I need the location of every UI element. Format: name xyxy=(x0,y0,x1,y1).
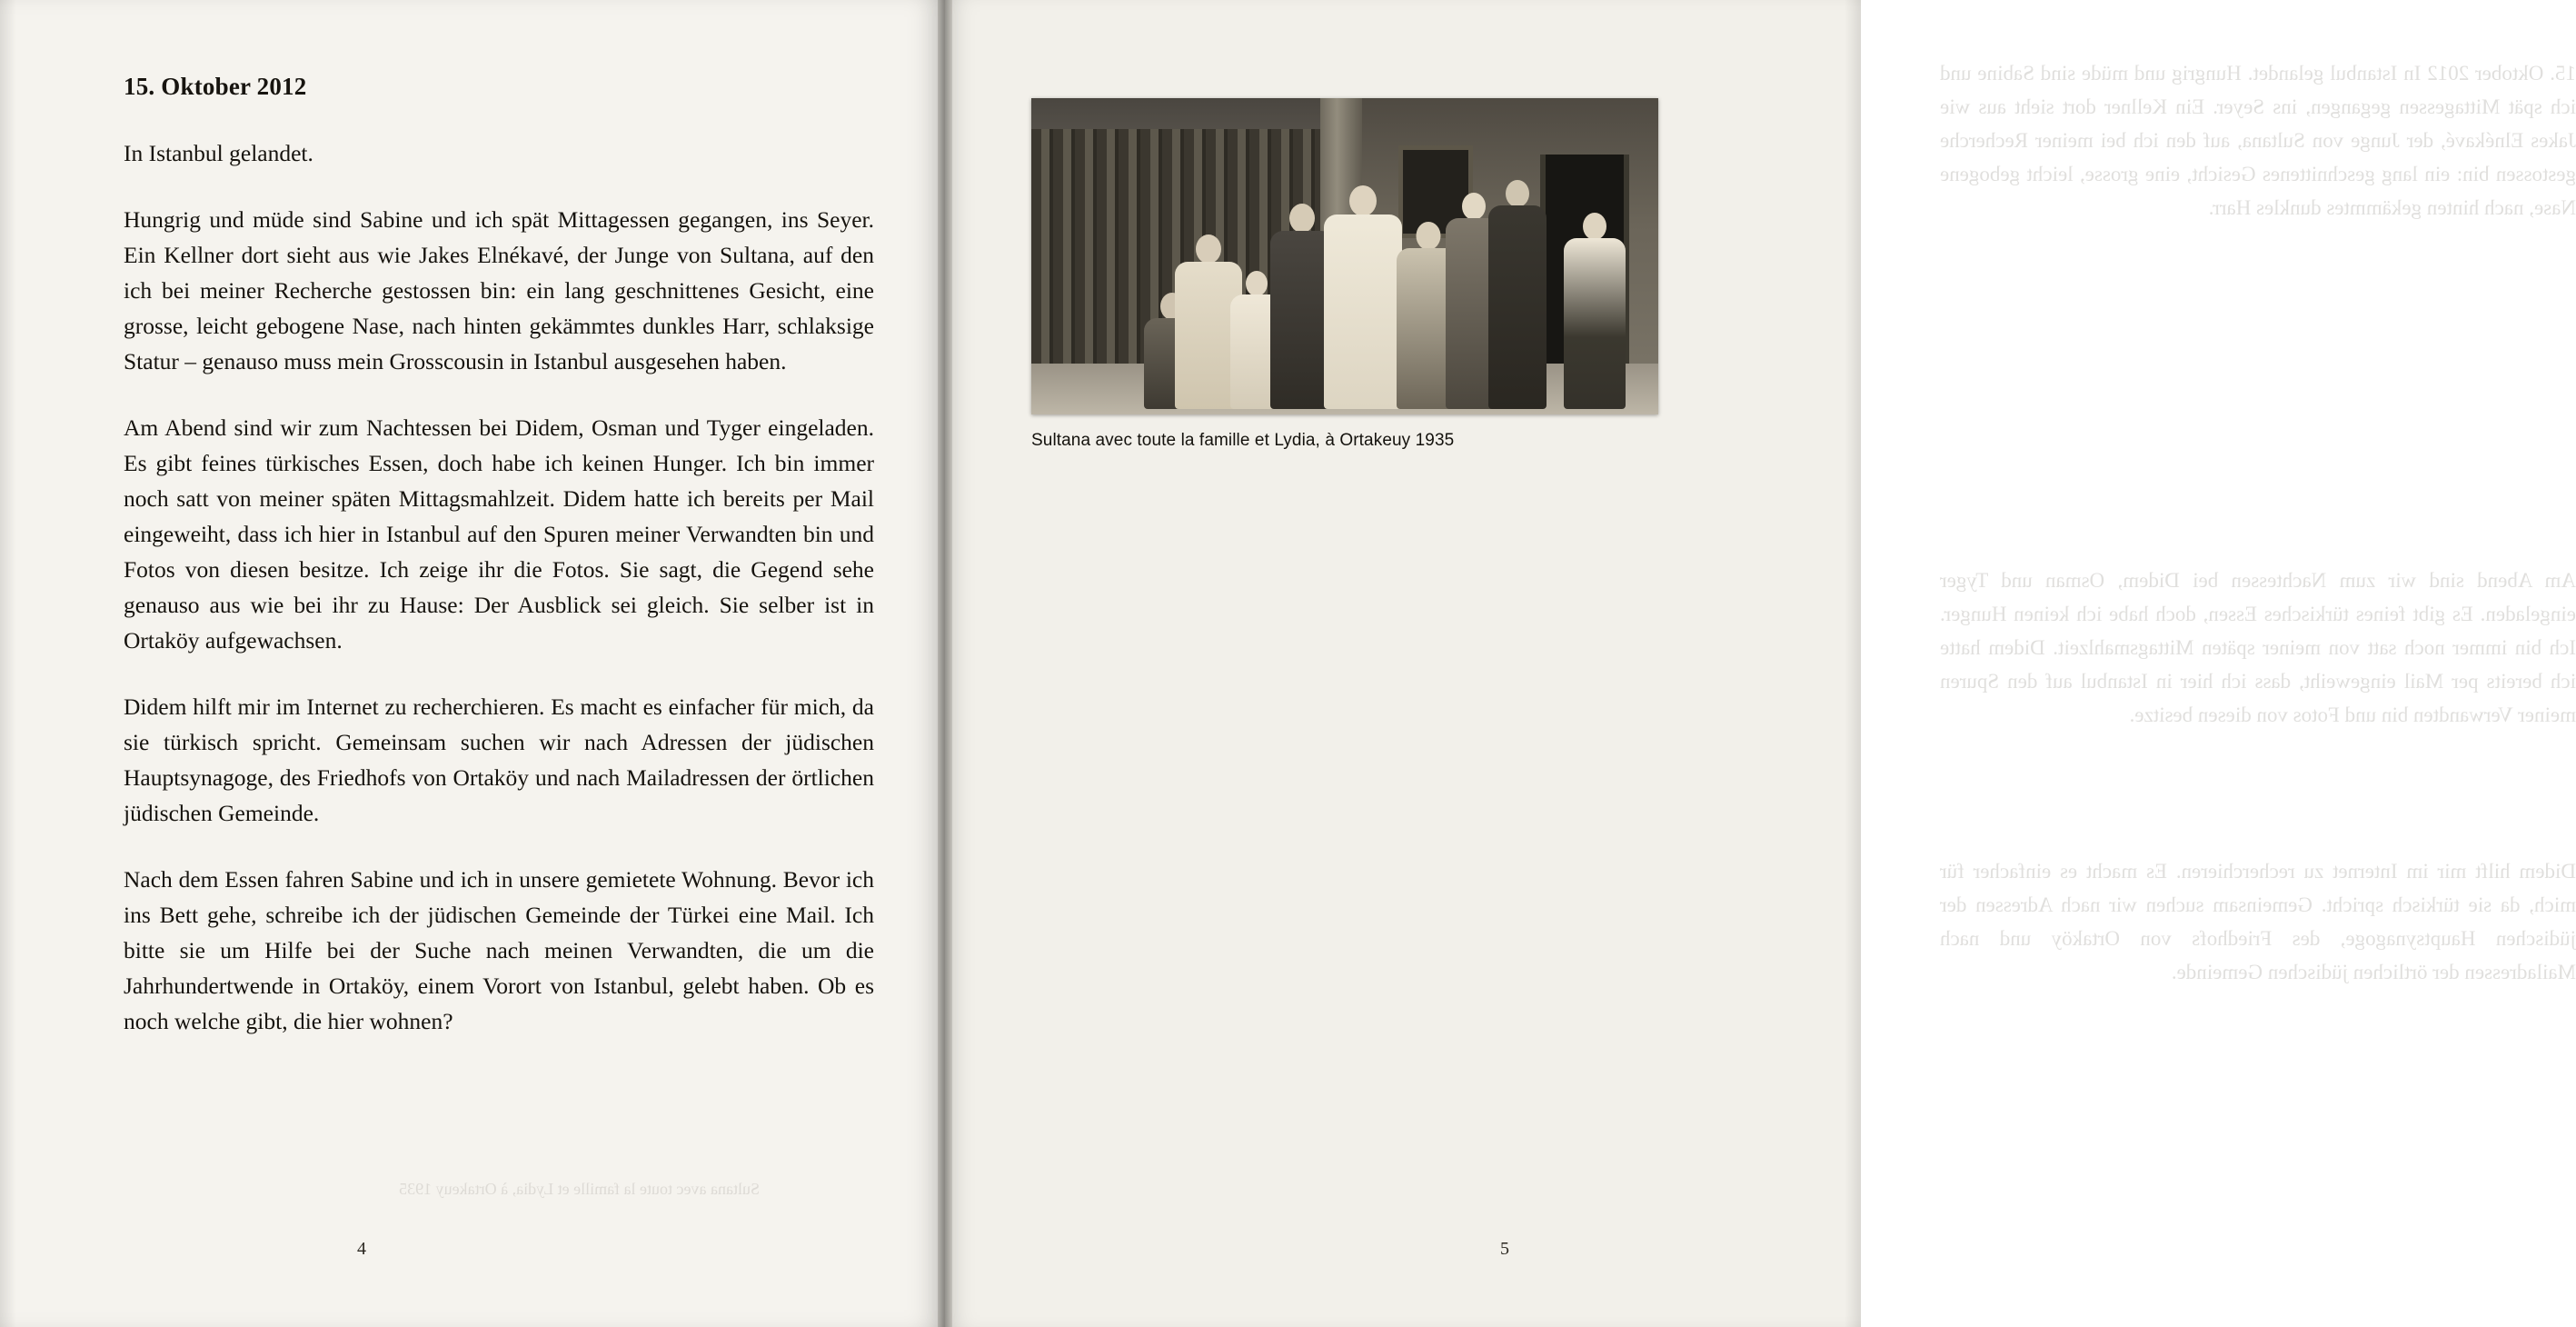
photo-person-body xyxy=(1324,215,1402,409)
left-page xyxy=(0,0,945,1327)
photo-person xyxy=(1560,213,1629,409)
photo-person-head xyxy=(1246,271,1268,296)
showthrough-text-middle: Am Abend sind wir zum Nachtessen bei Didem, Osman und Tyger eingeladen. Es gibt feines türkisches Essen, doch habe ich keinen Hunger. Ich bin immer noch satt von meiner späten Mittagsmahlzeit. Didem hatte ich bereits per Mail eingeweiht, dass ich hier in Istanbul auf den Spuren meiner Verwandten bin und Fotos von diesen besitze. xyxy=(1940,569,2576,726)
photo-person-head xyxy=(1417,222,1441,250)
book-gutter xyxy=(938,0,952,1327)
page-number-right xyxy=(945,1239,1861,1260)
photo-person-head xyxy=(1196,234,1221,264)
photo-person-head xyxy=(1462,193,1486,220)
left-page-text-column xyxy=(124,73,874,1039)
page-number-right-value: 5 xyxy=(1500,1239,1509,1259)
paragraph: In Istanbul gelandet. xyxy=(124,140,313,166)
paragraph: Nach dem Essen fahren Sabine und ich in unsere gemietete Wohnung. Bevor ich ins Bett gehe, schreibe ich der jüdischen Gemeinde der Türkei eine Mail. Ich bitte sie um Hilfe bei der Suche nach meinen Verwandten, die um die Jahrhundertwende in Ortaköy, einem Vorort von Istanbul, gelebt haben. Ob es noch welche gibt, die hier wohnen? xyxy=(124,866,874,1034)
page-title: 15. Oktober 2012 xyxy=(124,73,307,100)
photo-person xyxy=(1484,180,1551,409)
page-number-left-value: 4 xyxy=(357,1239,366,1259)
photo-person-head xyxy=(1506,180,1529,207)
showthrough-text-left: Sultana avec toute la famille et Lydia, à Ortakeuy 1935 xyxy=(399,1180,760,1198)
historic-family-photograph xyxy=(1031,98,1658,414)
showthrough-text-lower: Didem hilft mir im Internet zu recherchieren. Es macht es einfacher für mich, da sie türkisch spricht. Gemeinsam suchen wir nach Adressen der jüdischen Hauptsynagoge, des Friedhofs von Ortaköy und nach Mailadressen der örtlichen jüdischen Gemeinde. xyxy=(1940,860,2576,983)
left-page-edge-shadow xyxy=(0,0,16,1327)
photo-person-head xyxy=(1349,185,1377,216)
right-page-edge-shadow xyxy=(1845,0,1861,1327)
paragraph: Am Abend sind wir zum Nachtessen bei Didem, Osman und Tyger eingeladen. Es gibt feines türkisches Essen, doch habe ich keinen Hunger. Ich bin immer noch satt von meiner späten Mittagsmahlzeit. Didem hatte ich bereits per Mail eingeweiht, dass ich hier in Istanbul auf den Spuren meiner Verwandten bin und Fotos von diesen besitze. Ich zeige ihr die Fotos. Sie sagt, die Gegend sehe genauso aus wie bei ihr zu Hause: Der Ausblick sei gleich. Sie selber ist in Ortaköy aufgewachsen. xyxy=(124,414,874,654)
paragraph: Didem hilft mir im Internet zu recherchieren. Es macht es einfacher für mich, da sie türkisch spricht. Gemeinsam suchen wir nach Adressen der jüdischen Hauptsynagoge, des Friedhofs von Ortaköy und nach Mailadressen der örtlichen jüdischen Gemeinde. xyxy=(124,693,874,826)
photo-block xyxy=(1031,98,1658,453)
photo-caption: Sultana avec toute la famille et Lydia, à Ortakeuy 1935 xyxy=(1031,431,1455,450)
page-number-left xyxy=(0,1239,945,1260)
photo-person-body xyxy=(1488,205,1547,409)
right-page xyxy=(945,0,2576,1327)
photo-person-head xyxy=(1583,213,1606,240)
photo-person-body xyxy=(1564,238,1626,409)
showthrough-text-top: 15. Oktober 2012 In Istanbul gelandet. Hungrig und müde sind Sabine und ich spät Mittagessen gegangen, ins Seyer. Ein Kellner dort sieht aus wie Jakes Elnékavé, der Junge von Sultana, auf den ich bei meiner Recherche gestossen bin: ein lang geschnittenes Gesicht, eine grosse, leicht gebogene Nase, nach hinten gekämmtes dunkles Harr. xyxy=(1940,62,2576,219)
photo-person-head xyxy=(1289,204,1315,233)
paragraph: Hungrig und müde sind Sabine und ich spät Mittagessen gegangen, ins Seyer. Ein Kellner dort sieht aus wie Jakes Elnékavé, der Junge von Sultana, auf den ich bei meiner Recherche gestossen bin: ein lang geschnittenes Gesicht, eine grosse, leicht gebogene Nase, nach hinten gekämmtes dunkles Harr, schlaksige Statur – genauso muss mein Grosscousin in Istanbul ausgesehen haben. xyxy=(124,206,874,374)
